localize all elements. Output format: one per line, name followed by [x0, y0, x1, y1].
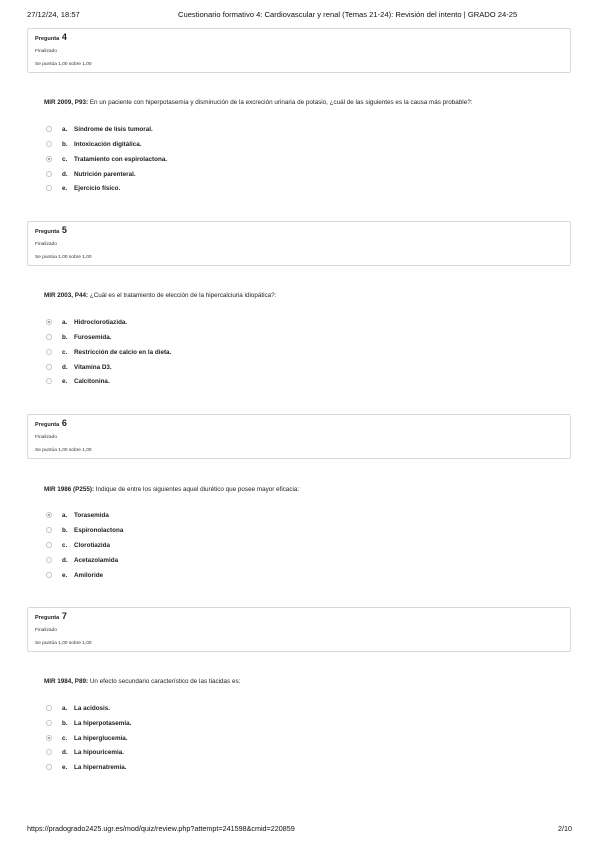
- radio-button[interactable]: [46, 364, 52, 370]
- question-label: Pregunta 7: [35, 611, 67, 621]
- question-grade: Se puntúa 1,00 sobre 1,00: [35, 448, 92, 453]
- question-grade: Se puntúa 1,00 sobre 1,00: [35, 255, 92, 260]
- radio-button[interactable]: [46, 720, 52, 726]
- question-state: Finalizado: [35, 242, 57, 247]
- radio-button[interactable]: [46, 171, 52, 177]
- radio-button[interactable]: [46, 705, 52, 711]
- question-state: Finalizado: [35, 628, 57, 633]
- question-info-box: [27, 607, 571, 652]
- radio-button[interactable]: [46, 141, 52, 147]
- question-number: 7: [61, 611, 67, 621]
- page-title: Cuestionario formativo 4: Cardiovascular y renal (Temas 21-24): Revisión del intento | GRADO 24-25: [178, 10, 518, 19]
- radio-button[interactable]: [46, 764, 52, 770]
- question-number: 4: [61, 32, 67, 42]
- radio-button[interactable]: [46, 334, 52, 340]
- radio-button[interactable]: [46, 185, 52, 191]
- question-state: Finalizado: [35, 435, 57, 440]
- question-text: MIR 2009, P93: En un paciente con hiperpotasemia y disminución de la excreción urinaria de potasio, ¿cuál de las siguientes es la causa más probable?:: [44, 99, 473, 106]
- question-info-box: [27, 414, 571, 459]
- question-text: MIR 1986 (P255): Indique de entre los siguientes aquel diurético que posee mayor eficacia:: [44, 486, 300, 493]
- radio-button[interactable]: [46, 749, 52, 755]
- question-text: MIR 2003, P44: ¿Cuál es el tratamiento de elección de la hipercalciuria idiopática?:: [44, 292, 277, 299]
- question-info-box: [27, 28, 571, 73]
- radio-button[interactable]: [46, 378, 52, 384]
- question-info-box: [27, 221, 571, 266]
- question-number: 5: [61, 225, 67, 235]
- print-date: 27/12/24, 18:57: [27, 10, 80, 19]
- page-url: https://pradogrado2425.ugr.es/mod/quiz/review.php?attempt=241598&cmid=220859: [27, 824, 295, 833]
- radio-button-selected[interactable]: [46, 156, 52, 162]
- radio-button-selected[interactable]: [46, 512, 52, 518]
- question-label: Pregunta 4: [35, 32, 67, 42]
- radio-button[interactable]: [46, 572, 52, 578]
- question-grade: Se puntúa 1,00 sobre 1,00: [35, 641, 92, 646]
- radio-button-selected[interactable]: [46, 735, 52, 741]
- radio-button[interactable]: [46, 542, 52, 548]
- page-number: 2/10: [558, 824, 572, 833]
- radio-button[interactable]: [46, 527, 52, 533]
- radio-button[interactable]: [46, 126, 52, 132]
- question-number: 6: [61, 418, 67, 428]
- radio-button-selected[interactable]: [46, 319, 52, 325]
- question-grade: Se puntúa 1,00 sobre 1,00: [35, 62, 92, 67]
- question-text: MIR 1984, P89: Un efecto secundario característico de las tiacidas es:: [44, 678, 241, 685]
- question-state: Finalizado: [35, 49, 57, 54]
- question-label: Pregunta 5: [35, 225, 67, 235]
- question-label: Pregunta 6: [35, 418, 67, 428]
- radio-button[interactable]: [46, 557, 52, 563]
- print-header: [27, 10, 572, 24]
- radio-button[interactable]: [46, 349, 52, 355]
